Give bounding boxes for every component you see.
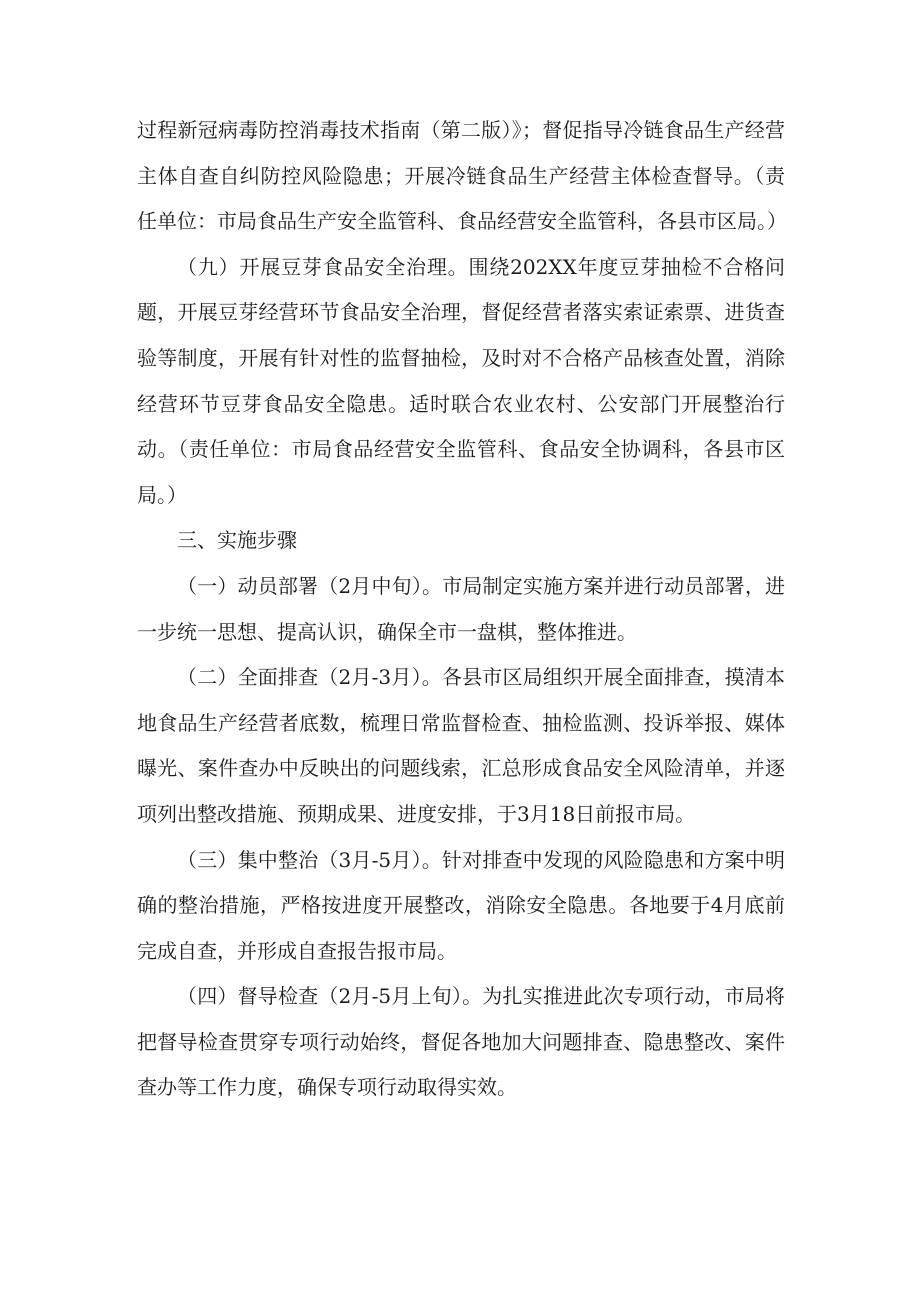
paragraph-step-four: （四）督导检查（2月-5月上旬）。为扎实推进此次专项行动，市局将把督导检查贯穿专项行动始终，督促各地加大问题排查、隐患整改、案件查办等工作力度，确保专项行动取得实效。	[137, 984, 785, 1100]
paragraph-step-three: （三）集中整治（3月-5月）。针对排查中发现的风险隐患和方案中明确的整治措施，严格按进度开展整改，消除安全隐患。各地要于4月底前完成自查，并形成自查报告报市局。	[137, 847, 785, 963]
document-body	[137, 108, 785, 1111]
paragraph-item-nine: （九）开展豆芽食品安全治理。围绕202XX年度豆芽抽检不合格问题，开展豆芽经营环节食品安全治理，督促经营者落实索证索票、进货查验等制度，开展有针对性的监督抽检，及时对不合格产品核查处置，消除经营环节豆芽食品安全隐患。适时联合农业农村、公安部门开展整治行动。（责任单位：市局食品经营安全监管科、食品安全协调科，各县市区局。）	[137, 254, 785, 507]
section-heading-implementation-steps: 三、实施步骤	[177, 528, 297, 553]
paragraph-continuation: 过程新冠病毒防控消毒技术指南（第二版）》；督促指导冷链食品生产经营主体自查自纠防控风险隐患；开展冷链食品生产经营主体检查督导。（责任单位：市局食品生产安全监管科、食品经营安全监管科，各县市区局。）	[137, 118, 787, 234]
paragraph-step-two: （二）全面排查（2月-3月）。各县市区局组织开展全面排查，摸清本地食品生产经营者底数，梳理日常监督检查、抽检监测、投诉举报、媒体曝光、案件查办中反映出的问题线索，汇总形成食品安全风险清单，并逐项列出整改措施、预期成果、进度安排，于3月18日前报市局。	[137, 665, 785, 826]
paragraph-step-one: （一）动员部署（2月中旬）。市局制定实施方案并进行动员部署，进一步统一思想、提高认识，确保全市一盘棋，整体推进。	[137, 573, 785, 644]
